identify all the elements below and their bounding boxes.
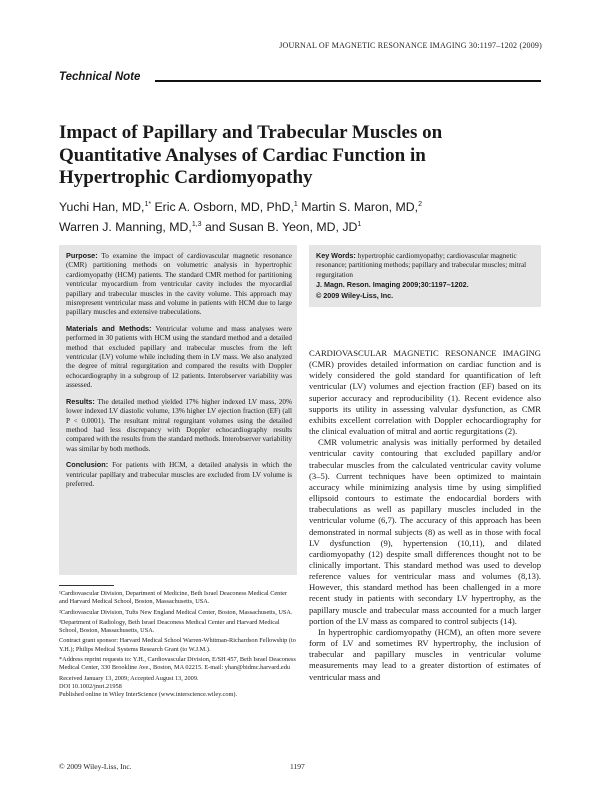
citation: J. Magn. Reson. Imaging 2009;30:1197–1202. <box>316 280 469 290</box>
abstract-label: Conclusion: <box>66 460 109 470</box>
footnote: Received January 13, 2009; Accepted August 13, 2009. <box>59 674 199 682</box>
abstract-results <box>66 397 292 454</box>
keywords-text: hypertrophic cardiomyopathy; cardiovascular magnetic resonance; partitioning methods; papillary and trabecular muscles; mitral regurgitation <box>316 252 527 279</box>
author-affiliation: 1 <box>293 201 298 208</box>
author-name: and Susan B. Yeon, MD, JD <box>201 220 358 235</box>
abstract <box>66 251 292 495</box>
body-paragraph: In hypertrophic cardiomyopathy (HCM), an often more severe form of LV and sometimes RV hypertrophy, the inclusion of trabecular and papillary muscles in ventricular volume measurements may lead to a greater distortion of estimates of ventricular mass and <box>309 626 541 682</box>
footnote: ¹Cardiovascular Division, Department of Medicine, Beth Israel Deaconess Medical Center and Harvard Medical School, Boston, Massachusetts, USA. <box>59 590 287 606</box>
footnote: ³Department of Radiology, Beth Israel Deaconess Medical Center and Harvard Medical School, Boston, Massachusetts, USA. <box>59 618 280 635</box>
author-name: Yuchi Han, MD, <box>59 200 145 215</box>
page-number: 1197 <box>290 762 305 771</box>
article-title: Impact of Papillary and Trabecular Muscles on Quantitative Analyses of Cardiac Function in Hypertrophic Cardiomyopathy <box>59 122 443 188</box>
abstract-purpose <box>66 251 292 318</box>
abstract-methods <box>66 324 292 391</box>
footnote: DOI 10.1002/jmri.21958 <box>59 682 122 690</box>
section-rule <box>155 80 541 82</box>
keywords <box>316 251 536 301</box>
author-name: Martin S. Maron, MD, <box>297 200 419 215</box>
keywords-label: Key Words: <box>316 251 356 260</box>
footnote: *Address reprint requests to: Y.H., Cardiovascular Division, E/SH 457, Beth Israel Deaconess Medical Center, 330 Brookline Ave., Boston, MA 02215. E-mail: yhan@bidmc.harvard.edu <box>59 656 296 672</box>
section-label: Technical Note <box>59 71 141 83</box>
abstract-label: Materials and Methods: <box>66 323 152 333</box>
journal-header: JOURNAL OF MAGNETIC RESONANCE IMAGING 30:1197–1202 (2009) <box>279 41 542 50</box>
author-affiliation: 2 <box>418 201 422 208</box>
author-affiliation: 1 <box>357 221 362 229</box>
footnote: Contract grant sponsor: Harvard Medical School Warren-Whitman-Richardson Fellowship (to Y.H.); Philips Medical Systems Research Grant (to W.J.M.). <box>59 637 296 653</box>
body-text <box>309 348 541 683</box>
footnote: Published online in Wiley InterScience (www.interscience.wiley.com). <box>59 691 238 699</box>
abstract-text: For patients with HCM, a detailed analysis in which the ventricular papillary and trabecular muscles are excluded from LV volume is preferred. <box>66 461 292 488</box>
copyright-line <box>316 291 536 301</box>
body-paragraph: CMR volumetric analysis was initially performed by detailed ventricular cavity contouring that excluded papillary and/or trabecular muscles from the calculated ventricular cavity volume (3–5). Current techniques have been optimized to maintain accuracy while minimizing analysis time by using simplified ellipsoid contours to estimate the endocardial borders with trabeculations as well as papillary muscles included in the ventricular volume (6,7). The accuracy of this approach has been demonstrated in normal subjects (8) as well as in those with focal LV dysfunction (9), hypertension (10,11), and dilated cardiomyopathy (12) despite small differences thought not to be clinically important. This standard method was used to develop reference values for ventricular mass and volumes (8,13). However, this standard method has been challenged in a more recent study in patients with secondary LV hypertrophy, as the papillary muscle and trabecular mass accounted for a much larger portion of the LV mass as compared to control subjects (14). <box>309 437 541 626</box>
footnote-rule <box>59 585 114 586</box>
abstract-text: The detailed method yielded 17% higher indexed LV mass, 20% lower indexed LV diastolic volume, 13% higher LV ejection fraction (EF) (all P < 0.0001). The resultant mitral regurgitant volumes using the detailed method had less discrepancy with Doppler echocardiography results compared with the results from the standard methods. Interobserver variability was similar by both methods. <box>66 397 292 453</box>
author-name: Warren J. Manning, MD, <box>59 220 192 235</box>
author-affiliation: 1* <box>144 201 152 208</box>
author-name: Eric A. Osborn, MD, PhD, <box>151 200 294 215</box>
abstract-label: Purpose: <box>66 251 98 260</box>
abstract-conclusion <box>66 460 292 489</box>
author-list <box>59 196 539 236</box>
keywords-line <box>316 251 536 280</box>
citation-line <box>316 280 536 290</box>
body-paragraph: CARDIOVASCULAR MAGNETIC RESONANCE IMAGING (CMR) provides detailed information on cardiac function and is widely considered the gold standard for quantification of left ventricular (LV) volumes and ejection fraction (EF) based on its superior accuracy and reproducibility (1). Recent evidence also supports its utility in assessing valvular dysfunction, as CMR exhibits excellent correlation with Doppler echocardiography for the clinical evaluation of mitral and aortic regurgitations (2). <box>309 348 541 437</box>
author-affiliation: 1,3 <box>191 221 202 229</box>
abstract-label: Results: <box>66 396 95 406</box>
footnotes <box>59 590 297 700</box>
abstract-text: To examine the impact of cardiovascular magnetic resonance (CMR) partitioning methods on volumetric analysis in hypertrophic cardiomyopathy (HCM) patients. The standard CMR method for partitioning ventricular myocardium from ventricular cavity includes the myocardial papillary and trabecular muscles in the cavity volume. This approach may misrepresent ventricular mass and volume in patients with HCM due to large papillary muscles and extensive trabeculations. <box>66 252 292 317</box>
copyright: © 2009 Wiley-Liss, Inc. <box>316 290 394 300</box>
abstract-text: Ventricular volume and mass analyses were performed in 30 patients with HCM using the standard method and a detailed method that excluded papillary and trabecular muscles from the left ventricular (LV) volume while including them in LV mass. We also analyzed the degree of mitral regurgitation and compared the results with Doppler echocardiography in a subgroup of 12 patients. Interobserver variability was assessed. <box>66 324 292 390</box>
footer-copyright: © 2009 Wiley-Liss, Inc. <box>59 762 132 771</box>
footnote: ²Cardiovascular Division, Tufts New England Medical Center, Boston, Massachusetts, USA. <box>59 608 293 616</box>
